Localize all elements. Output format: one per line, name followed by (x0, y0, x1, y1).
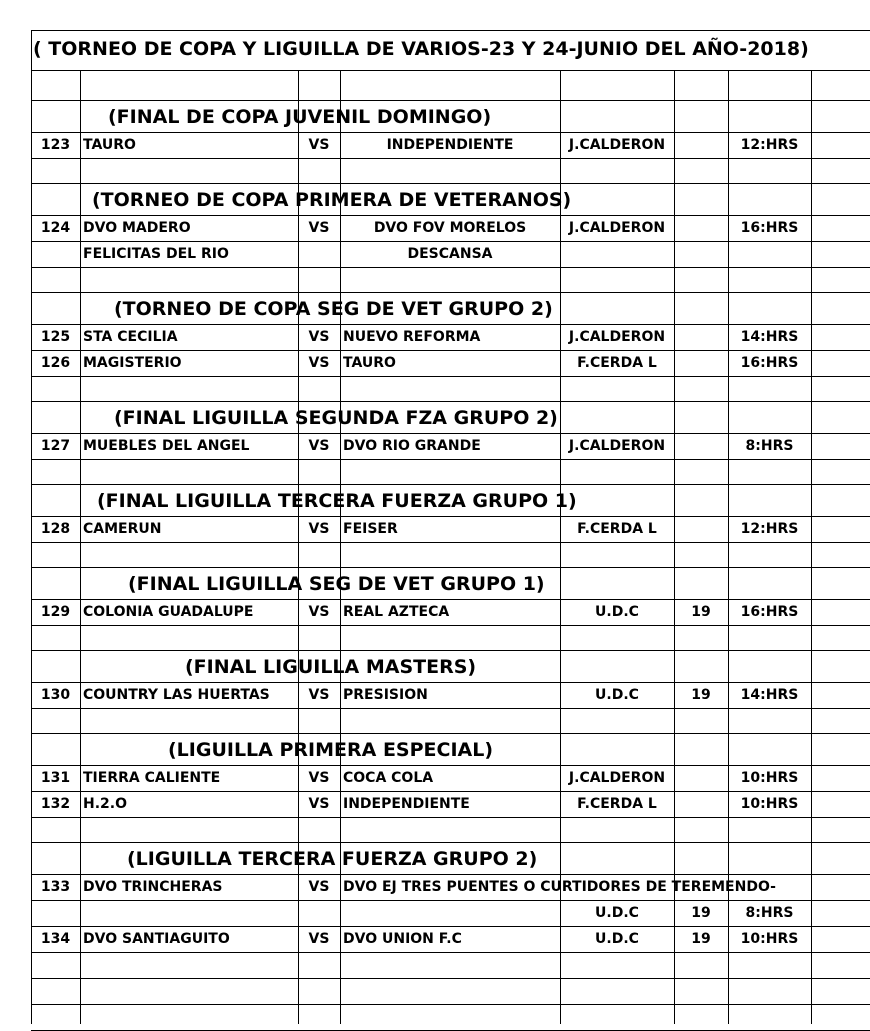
vs-label: VS (308, 438, 330, 454)
section-heading: (TORNEO DE COPA SEG DE VET GRUPO 2) (114, 298, 553, 320)
row-border (31, 376, 870, 377)
section-heading: (FINAL LIGUILLA MASTERS) (185, 656, 477, 678)
row-border (31, 952, 870, 953)
field-name: J.CALDERON (568, 137, 666, 153)
field-name: J.CALDERON (568, 438, 666, 454)
match-number: 133 (40, 879, 71, 895)
match-time: 8:HRS (745, 438, 794, 454)
away-team: TAURO (343, 355, 396, 371)
row-border (31, 817, 870, 818)
row-border (31, 842, 870, 843)
vs-label: VS (308, 137, 330, 153)
match-time: 16:HRS (740, 220, 799, 236)
vs-label: VS (308, 879, 330, 895)
home-team: COLONIA GUADALUPE (83, 604, 254, 620)
home-team: FELICITAS DEL RIO (83, 246, 229, 262)
field-name: J.CALDERON (568, 329, 666, 345)
row-border (31, 292, 870, 293)
vs-label: VS (308, 770, 330, 786)
section-heading: (LIGUILLA PRIMERA ESPECIAL) (168, 739, 494, 761)
row-border (31, 874, 870, 875)
away-team: DVO UNION F.C (343, 931, 462, 947)
home-team: H.2.O (83, 796, 127, 812)
match-number: 134 (40, 931, 71, 947)
match-time: 14:HRS (740, 329, 799, 345)
vs-label: VS (308, 931, 330, 947)
row-border (31, 625, 870, 626)
column-border (80, 70, 81, 1024)
field-name: U.D.C (595, 905, 639, 921)
vs-label: VS (308, 355, 330, 371)
field-name: J.CALDERON (568, 770, 666, 786)
row-border (31, 484, 870, 485)
field-name: F.CERDA L (577, 355, 657, 371)
vs-label: VS (308, 796, 330, 812)
away-team: INDEPENDIENTE (343, 796, 470, 812)
row-border (31, 708, 870, 709)
row-border (31, 401, 870, 402)
section-heading: (FINAL LIGUILLA SEGUNDA FZA GRUPO 2) (114, 407, 558, 429)
section-heading: (FINAL LIGUILLA TERCERA FUERZA GRUPO 1) (97, 490, 577, 512)
court-number: 19 (691, 687, 711, 703)
row-border (31, 765, 870, 766)
row-border (31, 733, 870, 734)
home-team: CAMERUN (83, 521, 162, 537)
match-time: 16:HRS (740, 355, 799, 371)
row-border (31, 267, 870, 268)
match-number: 123 (40, 137, 71, 153)
home-team: DVO TRINCHERAS (83, 879, 223, 895)
home-team: DVO MADERO (83, 220, 191, 236)
vs-label: VS (308, 329, 330, 345)
away-team: FEISER (343, 521, 398, 537)
match-number: 130 (40, 687, 71, 703)
match-time: 12:HRS (740, 521, 799, 537)
away-team: PRESISION (343, 687, 428, 703)
row-border (31, 900, 870, 901)
section-heading: (LIGUILLA TERCERA FUERZA GRUPO 2) (127, 848, 538, 870)
row-border (31, 682, 870, 683)
home-team: COUNTRY LAS HUERTAS (83, 687, 270, 703)
home-team: STA CECILIA (83, 329, 178, 345)
court-number: 19 (691, 604, 711, 620)
match-number: 127 (40, 438, 71, 454)
field-name: J.CALDERON (568, 220, 666, 236)
vs-label: VS (308, 521, 330, 537)
row-border (31, 978, 870, 979)
vs-label: VS (308, 220, 330, 236)
match-time: 8:HRS (745, 905, 794, 921)
away-team: REAL AZTECA (343, 604, 450, 620)
match-number: 125 (40, 329, 71, 345)
match-time: 16:HRS (740, 604, 799, 620)
row-border (31, 132, 870, 133)
row-border (31, 542, 870, 543)
field-name: U.D.C (595, 687, 639, 703)
field-name: U.D.C (595, 604, 639, 620)
row-border (31, 926, 870, 927)
court-number: 19 (691, 931, 711, 947)
away-team: COCA COLA (343, 770, 434, 786)
match-time: 10:HRS (740, 931, 799, 947)
section-heading: (TORNEO DE COPA PRIMERA DE VETERANOS) (92, 189, 572, 211)
row-border (31, 100, 870, 101)
row-border (31, 183, 870, 184)
vs-label: VS (308, 687, 330, 703)
home-team: DVO SANTIAGUITO (83, 931, 230, 947)
home-team: TAURO (83, 137, 136, 153)
row-border (31, 30, 870, 31)
row-border (31, 650, 870, 651)
row-border (31, 70, 870, 71)
field-name: F.CERDA L (577, 521, 657, 537)
section-heading: (FINAL DE COPA JUVENIL DOMINGO) (108, 106, 492, 128)
match-number: 126 (40, 355, 71, 371)
row-border (31, 433, 870, 434)
field-name: F.CERDA L (577, 796, 657, 812)
row-border (31, 516, 870, 517)
home-team: TIERRA CALIENTE (83, 770, 221, 786)
home-team: MAGISTERIO (83, 355, 182, 371)
away-team: DESCANSA (407, 246, 493, 262)
page-title: ( TORNEO DE COPA Y LIGUILLA DE VARIOS-23 Y 24-JUNIO DEL AÑO-2018) (33, 38, 809, 60)
row-border (31, 350, 870, 351)
away-team: DVO FOV MORELOS (373, 220, 527, 236)
section-heading: (FINAL LIGUILLA SEG DE VET GRUPO 1) (128, 573, 545, 595)
home-team: MUEBLES DEL ANGEL (83, 438, 250, 454)
away-team: DVO RIO GRANDE (343, 438, 481, 454)
field-name: U.D.C (595, 931, 639, 947)
row-border (31, 1004, 870, 1005)
match-time: 10:HRS (740, 770, 799, 786)
row-border (31, 241, 870, 242)
column-border (340, 70, 341, 1024)
match-number: 128 (40, 521, 71, 537)
row-border (31, 791, 870, 792)
away-team: DVO EJ TRES PUENTES O CURTIDORES DE TEREMENDO- (343, 879, 776, 895)
row-border (31, 324, 870, 325)
row-border (31, 459, 870, 460)
away-team: NUEVO REFORMA (343, 329, 481, 345)
match-number: 129 (40, 604, 71, 620)
row-border (31, 158, 870, 159)
match-number: 132 (40, 796, 71, 812)
match-time: 12:HRS (740, 137, 799, 153)
row-border (31, 215, 870, 216)
match-time: 10:HRS (740, 796, 799, 812)
row-border (31, 599, 870, 600)
away-team: INDEPENDIENTE (386, 137, 514, 153)
match-time: 14:HRS (740, 687, 799, 703)
column-border (811, 70, 812, 1024)
match-number: 131 (40, 770, 71, 786)
vs-label: VS (308, 604, 330, 620)
court-number: 19 (691, 905, 711, 921)
match-number: 124 (40, 220, 71, 236)
row-border (31, 567, 870, 568)
